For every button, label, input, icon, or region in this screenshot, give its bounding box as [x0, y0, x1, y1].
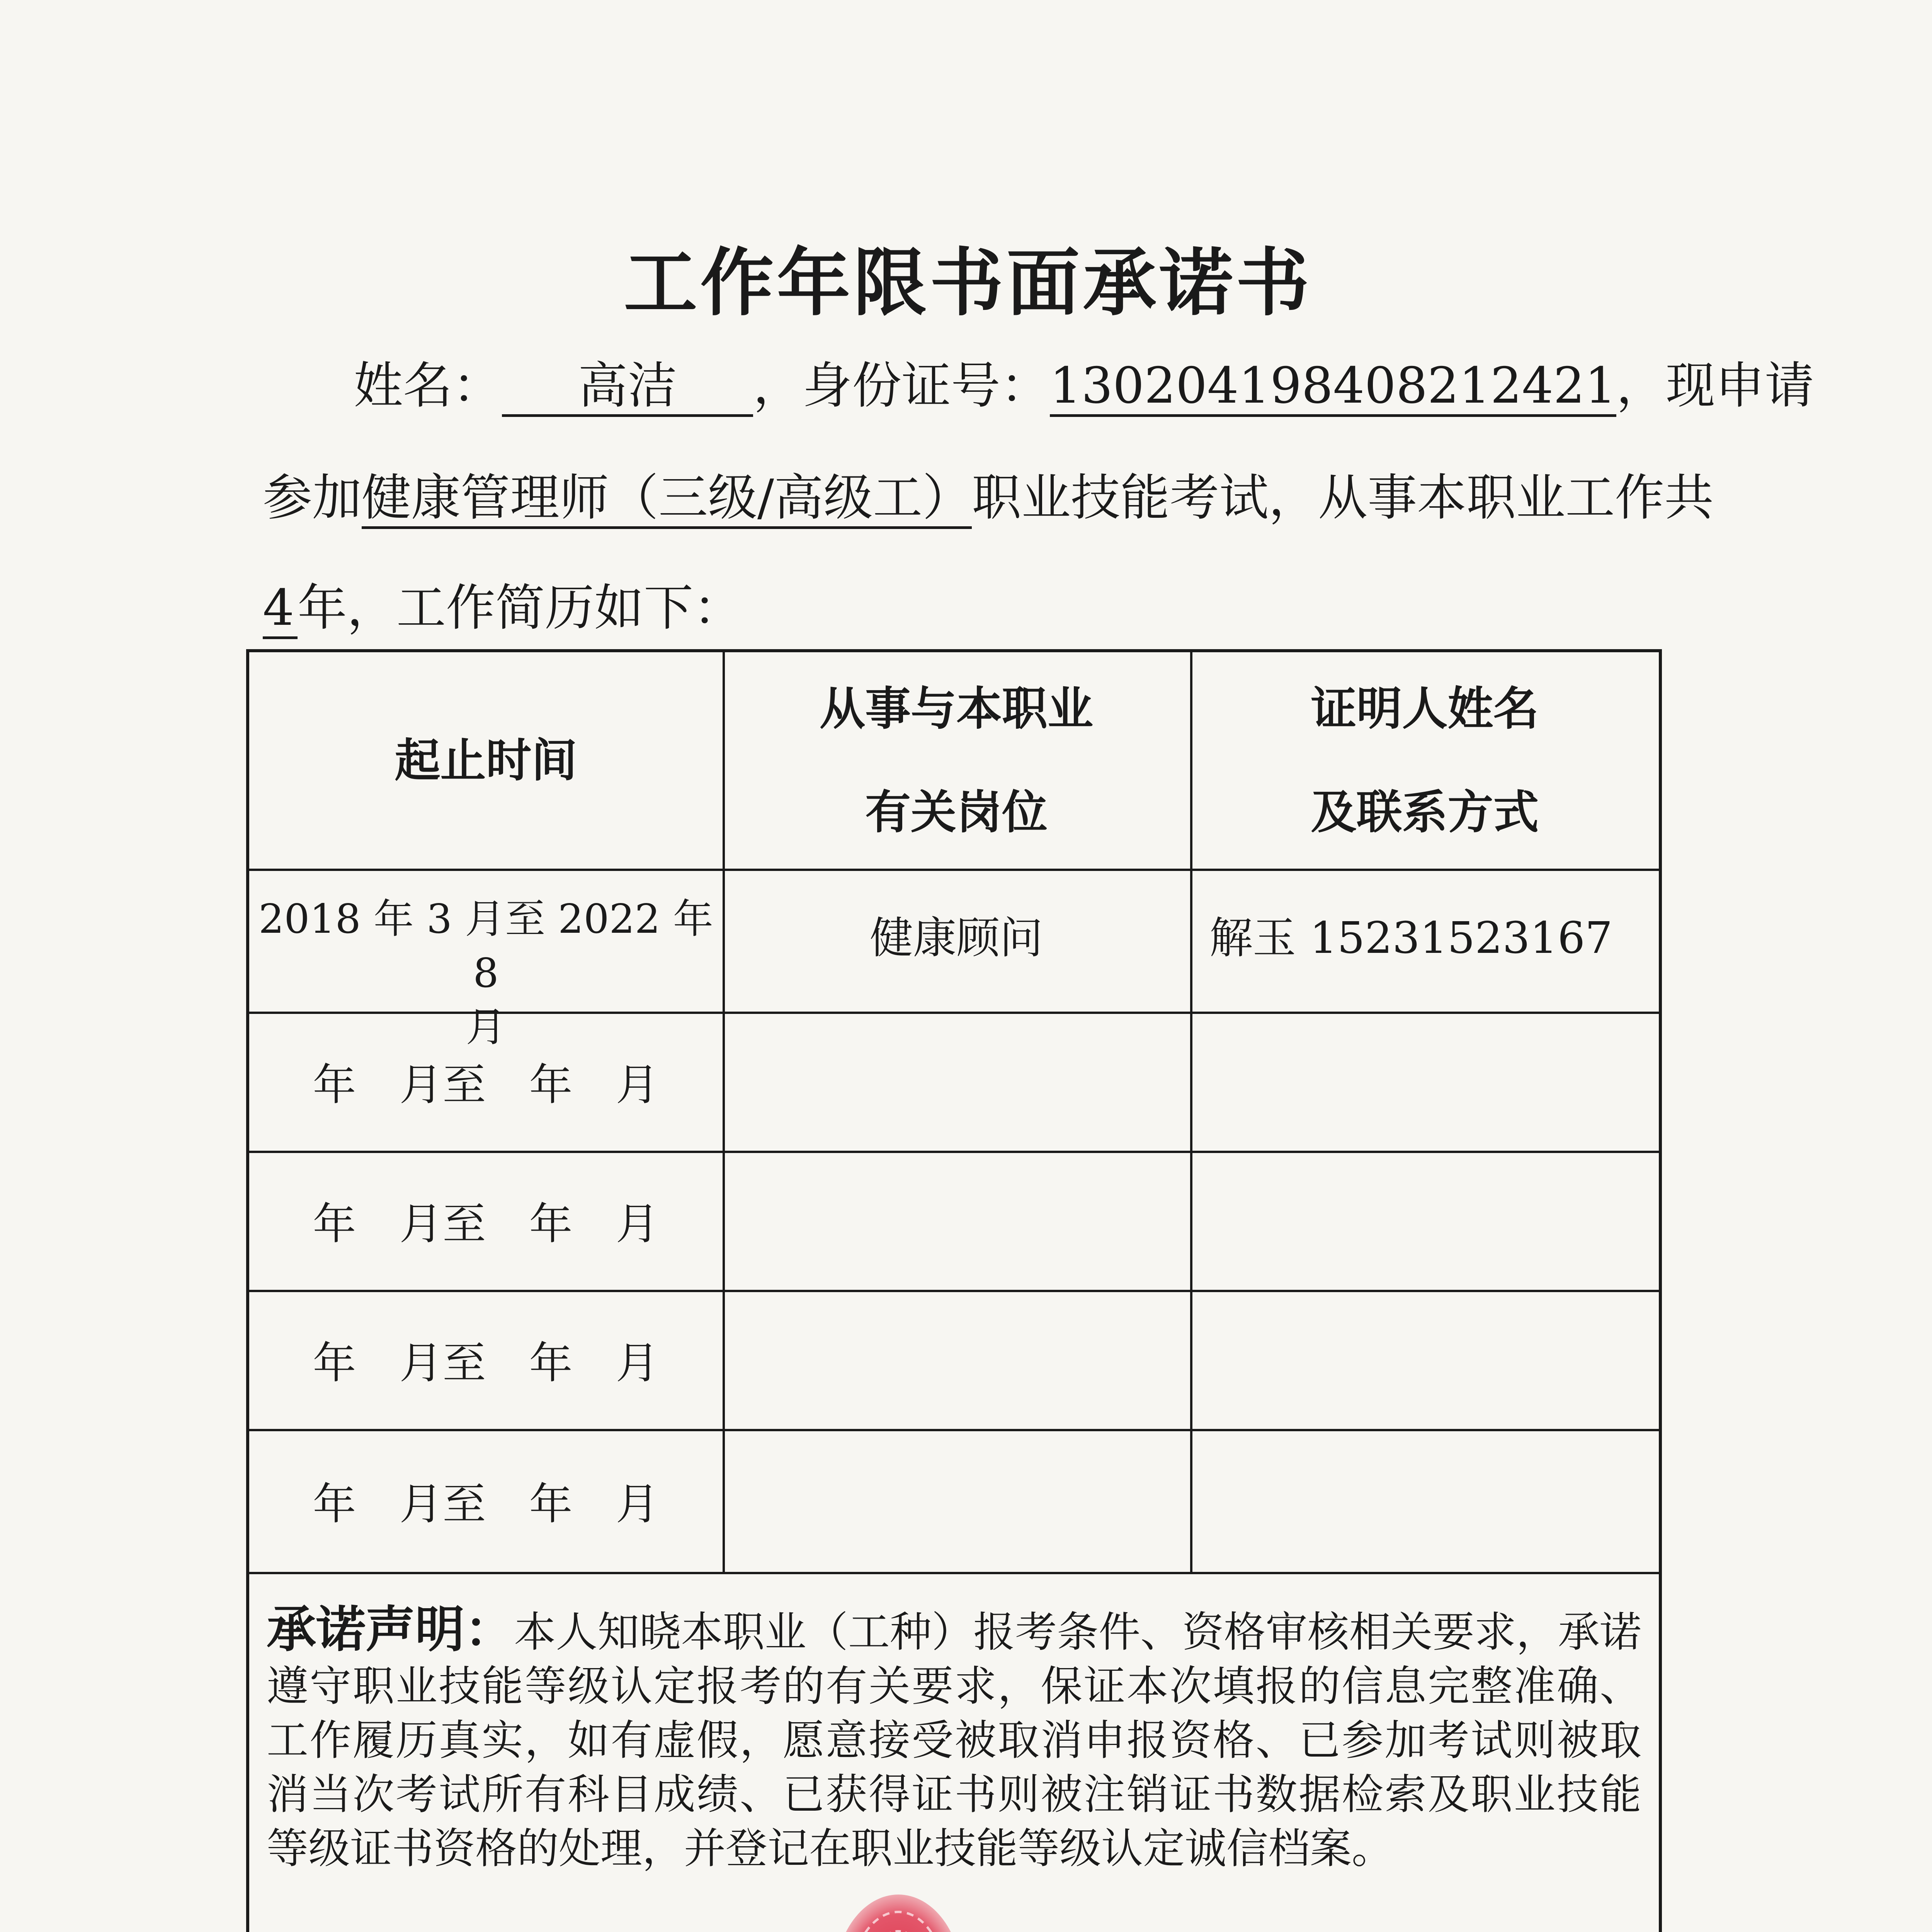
name-label: 姓名：	[354, 357, 502, 415]
table-row-4-period: 年 月至 年 月	[313, 1338, 659, 1388]
table-row-3-period: 年 月至 年 月	[313, 1199, 659, 1249]
id-label: ，身份证号：	[753, 357, 1050, 415]
apply-suffix: 职业技能考试，从事本职业工作共	[972, 469, 1714, 527]
intro-line-1	[354, 346, 1814, 417]
header-witness-line-2: 及联系方式	[1311, 786, 1539, 839]
header-witness	[1190, 652, 1660, 869]
header-period: 起止时间	[395, 734, 577, 787]
table-row-2-position	[723, 1012, 1190, 1151]
name-value: 高洁	[502, 357, 753, 417]
id-value: 130204198408212421	[1050, 357, 1616, 417]
header-witness-line-1: 证明人姓名	[1311, 682, 1539, 735]
table-row-1-position: 健康顾问	[870, 913, 1043, 963]
row-1-period-line-2: 月	[466, 1003, 506, 1051]
document-title: 工作年限书面承诺书	[624, 240, 1313, 326]
table-row-5-witness	[1190, 1429, 1660, 1572]
declaration-label: 承诺声明：	[267, 1601, 514, 1658]
table-row-3-position	[723, 1151, 1190, 1290]
id-after: ，现申请	[1616, 357, 1814, 415]
intro-line-3	[263, 568, 743, 639]
row-1-period-line-1: 2018 年 3 月至 2022 年 8	[259, 895, 713, 997]
table-row-1-period	[249, 869, 723, 1051]
header-position	[723, 652, 1190, 869]
header-position-line-1: 从事与本职业	[819, 682, 1093, 735]
table-row-2-witness	[1190, 1012, 1660, 1151]
declaration-section	[249, 1572, 1659, 1932]
table-row-5-position	[723, 1429, 1190, 1572]
table-row-5-period: 年 月至 年 月	[313, 1479, 659, 1529]
header-position-line-2: 有关岗位	[865, 786, 1048, 839]
work-history-table	[246, 649, 1662, 1932]
years-value: 4	[263, 580, 298, 639]
declaration-text: 本人知晓本职业（工种）报考条件、资格审核相关要求，承诺遵守职业技能等级认定报考的有关要求，保证本次填报的信息完整准确、工作履历真实，如有虚假，愿意接受被取消申报资格、已参加考试则被取消当次考试所有科目成绩、已获得证书则被注销证书数据检索及职业技能等级证书资格的处理，并登记在职业技能等级认定诚信档案。	[267, 1608, 1641, 1873]
intro-line-2	[263, 458, 1714, 529]
table-row-2-period: 年 月至 年 月	[313, 1060, 659, 1110]
table-row-3-witness	[1190, 1151, 1660, 1290]
apply-prefix: 参加	[263, 469, 362, 527]
occupation-value: 健康管理师（三级/高级工）	[362, 469, 972, 529]
table-row-1-witness: 解玉 15231523167	[1209, 913, 1613, 963]
table-row-4-position	[723, 1290, 1190, 1429]
table-row-4-witness	[1190, 1290, 1660, 1429]
fingerprint-stamp-icon	[829, 1889, 968, 1932]
declaration-paragraph	[267, 1603, 1641, 1876]
years-suffix: 年，工作简历如下：	[298, 579, 743, 637]
